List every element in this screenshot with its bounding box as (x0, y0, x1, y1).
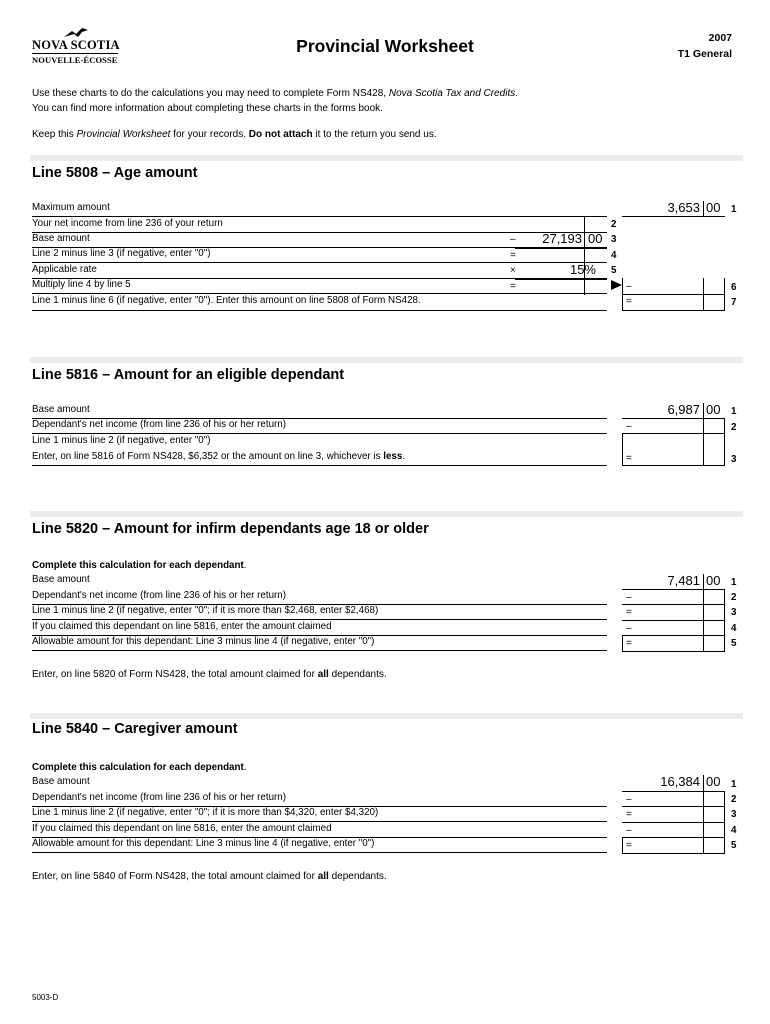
tax-year: 2007 (708, 32, 732, 44)
row-5820-1: Base amount (32, 574, 90, 585)
eligible-base-cents: 00 (706, 402, 721, 417)
row-5808-2: Your net income from line 236 of your return (32, 217, 607, 233)
caregiver-base-dollars: 16,384 (660, 774, 700, 789)
section-title-5820: Line 5820 – Amount for infirm dependants age 18 or older (32, 521, 429, 537)
section-divider (30, 713, 743, 719)
section-divider (30, 155, 743, 161)
row-5808-7: Line 1 minus line 6 (if negative, enter "0"). Enter this amount on line 5808 of Form NS428. (32, 295, 421, 306)
caregiver-base-cents: 00 (706, 774, 721, 789)
section-title-5840: Line 5840 – Caregiver amount (32, 721, 238, 737)
section-divider (30, 511, 743, 517)
section-title-5816: Line 5816 – Amount for an eligible dependant (32, 367, 345, 383)
row-5840-5: Allowable amount for this dependant: Line 3 minus line 4 (if negative, enter "0") (32, 837, 607, 853)
base-amount-dollars: 27,193 (542, 231, 582, 246)
row-5816-1: Base amount (32, 403, 607, 419)
form-code: 5003-D (32, 993, 59, 1002)
logo-french: NOUVELLE-ÉCOSSE (32, 55, 118, 65)
applicable-rate: 15% (569, 262, 596, 277)
row-5808-5: Applicable rate (32, 263, 607, 279)
row-5808-1: Maximum amount (32, 201, 607, 217)
page-title: Provincial Worksheet (296, 36, 474, 56)
instruction-5840: Complete this calculation for each dependant. (32, 762, 247, 773)
max-amount-cents: 00 (706, 200, 721, 215)
eligible-base-dollars: 6,987 (667, 402, 700, 417)
row-5840-3: Line 1 minus line 2 (if negative, enter "0"; if it is more than $4,320, enter $4,320) (32, 806, 607, 822)
row-5816-3: Line 1 minus line 2 (if negative, enter "0") (32, 435, 211, 446)
row-5820-3: Line 1 minus line 2 (if negative, enter "0"; if it is more than $2,468, enter $2,468) (32, 604, 607, 620)
logo-english: NOVA SCOTIA (32, 38, 120, 52)
row-5816-2: Dependant's net income (from line 236 of his or her return) (32, 418, 607, 434)
infirm-base-cents: 00 (706, 573, 721, 588)
intro-line-3: Keep this Provincial Worksheet for your records. Do not attach it to the return you send us. (32, 129, 437, 140)
max-amount-dollars: 3,653 (667, 200, 700, 215)
row-5820-2: Dependant's net income (from line 236 of his or her return) (32, 589, 607, 605)
section-divider (30, 357, 743, 363)
instruction-5820: Complete this calculation for each dependant. (32, 560, 247, 571)
row-5808-6: Multiply line 4 by line 5 (32, 278, 607, 294)
section-title-5808: Line 5808 – Age amount (32, 165, 198, 181)
row-5808-3: Base amount (32, 232, 607, 248)
row-5840-4: If you claimed this dependant on line 5816, enter the amount claimed (32, 822, 607, 838)
row-5840-2: Dependant's net income (from line 236 of his or her return) (32, 791, 607, 807)
base-amount-cents: 00 (588, 231, 603, 246)
row-5816-4: Enter, on line 5816 of Form NS428, $6,352 or the amount on line 3, whichever is less. (32, 450, 607, 466)
infirm-base-dollars: 7,481 (667, 573, 700, 588)
intro-line-1: Use these charts to do the calculations you may need to complete Form NS428, Nova Scotia Tax and Credits. (32, 88, 519, 99)
row-5820-5: Allowable amount for this dependant: Line 3 minus line 4 (if negative, enter "0") (32, 635, 607, 651)
row-5820-4: If you claimed this dependant on line 5816, enter the amount claimed (32, 620, 607, 636)
footer-5840: Enter, on line 5840 of Form NS428, the total amount claimed for all dependants. (32, 871, 387, 882)
intro-line-2: You can find more information about completing these charts in the forms book. (32, 103, 383, 114)
form-name: T1 General (677, 48, 732, 60)
row-5840-1: Base amount (32, 776, 90, 787)
row-5808-4: Line 2 minus line 3 (if negative, enter "0") (32, 247, 607, 263)
footer-5820: Enter, on line 5820 of Form NS428, the total amount claimed for all dependants. (32, 669, 387, 680)
